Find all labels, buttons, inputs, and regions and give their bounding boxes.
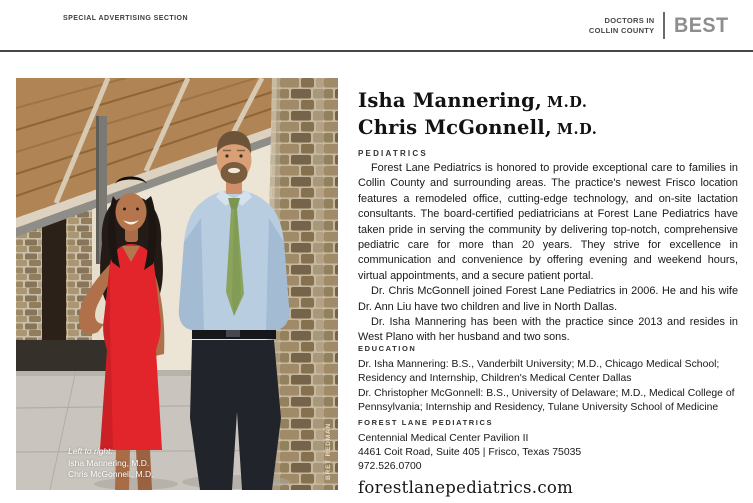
practice-address-line1: Centennial Medical Center Pavilion II <box>358 433 529 444</box>
paragraph-3: Dr. Isha Mannering has been with the practice since 2013 and resides in West Plano with her husband and two sons. <box>358 316 738 344</box>
caption-name-1: Isha Mannering, M.D. <box>68 457 150 468</box>
practice-name: FOREST LANE PEDIATRICS <box>358 418 494 427</box>
education-section <box>358 344 738 416</box>
education-entry-1: Dr. Isha Mannering: B.S., Vanderbilt University; M.D., Chicago Medical School; Residency and Internship, Children's Medical Center Dallas <box>358 359 720 385</box>
caption-intro: Left to right: <box>68 446 113 456</box>
doctors-photo <box>16 78 338 490</box>
badge-divider <box>663 12 665 39</box>
photo-credit: BRET REDMAN <box>325 423 332 480</box>
photo-caption <box>68 446 154 481</box>
photo-illustration <box>16 78 338 490</box>
doctor-name-2-degree: M.D. <box>556 121 598 138</box>
badge-title <box>589 16 655 35</box>
paragraph-1: Forest Lane Pediatrics is honored to provide exceptional care to families in Collin County and surrounding areas. The practice's newest Frisco location features a remodeled office, cutting-edge technology, and on-site lactation consultants. The board-certified pediatricians at Forest Lane Pediatrics have taken pride in serving the community by delivering top-notch, comprehensive pediatric care for more than 20 years. They strive for excellence in communication and convenience by offering evening and weekend hours, virtual appointments, and a secure patient portal. <box>358 162 738 282</box>
caption-name-2: Chris McGonnell, M.D. <box>68 469 154 479</box>
education-entry-2: Dr. Christopher McGonnell: B.S., University of Delaware; M.D., Medical College of Pennsylvania; Internship and Residency, Tulane University School of Medicine <box>358 387 735 414</box>
doctor-name-1 <box>358 88 738 115</box>
practice-address-line2: 4461 Coit Road, Suite 405 | Frisco, Texas 75035 <box>358 446 582 458</box>
practice-info <box>358 418 738 497</box>
best-doctors-badge <box>589 12 732 39</box>
header-rule <box>0 50 753 52</box>
specialty-label: PEDIATRICS <box>358 149 428 158</box>
badge-best-label: BEST <box>673 13 729 37</box>
practice-phone: 972.526.0700 <box>358 460 422 472</box>
doctor-name-2-text: Chris McGonnell, <box>358 116 552 139</box>
doctor-name-1-degree: M.D. <box>546 94 588 111</box>
education-heading: EDUCATION <box>358 344 417 353</box>
practice-website: forestlanepediatrics.com <box>358 478 574 498</box>
badge-line1: DOCTORS IN <box>604 16 655 25</box>
section-label: SPECIAL ADVERTISING SECTION <box>63 15 188 22</box>
doctor-titles <box>358 88 738 158</box>
article-body <box>358 161 738 346</box>
paragraph-2: Dr. Chris McGonnell joined Forest Lane Pediatrics in 2006. He and his wife Dr. Ann Liu have two children and live in North Dallas. <box>358 285 738 313</box>
doctor-name-1-text: Isha Mannering, <box>358 89 542 112</box>
doctor-name-2 <box>358 115 738 142</box>
badge-line2: COLLIN COUNTY <box>588 25 655 35</box>
